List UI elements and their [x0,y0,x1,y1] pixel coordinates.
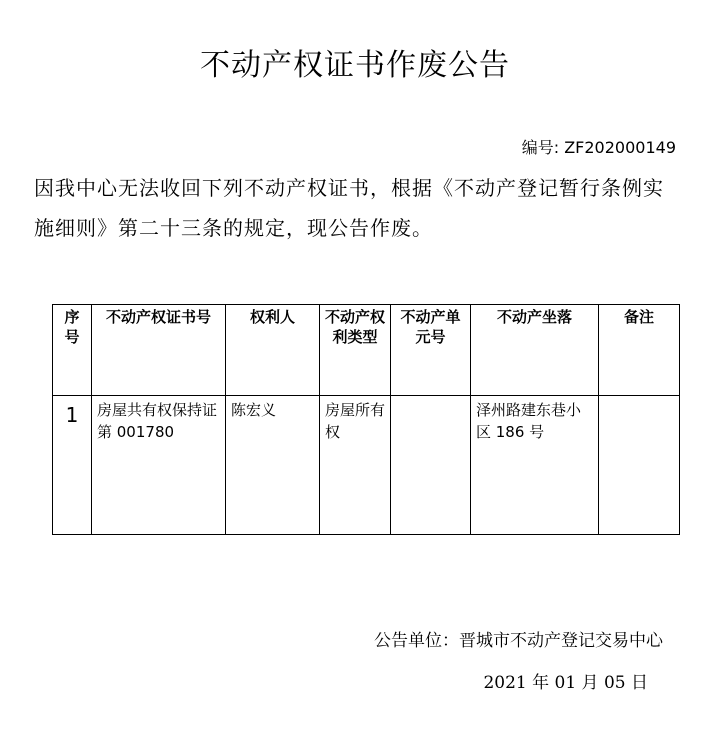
document-title: 不动产权证书作废公告 [200,48,510,83]
header-cert-no: 不动产权证书号 [92,305,226,396]
document-number: 编号: ZF202000149 [521,138,676,157]
cell-remark [599,396,680,535]
cell-holder: 陈宏义 [226,396,320,535]
issue-date: 2021 年 01 月 05 日 [483,673,648,693]
header-right-type: 不动产权利类型 [320,305,391,396]
certificate-table [52,304,680,535]
cell-location: 泽州路建东巷小区 186 号 [471,396,599,535]
cell-cert-no: 房屋共有权保持证第 001780 [92,396,226,535]
header-remark: 备注 [599,305,680,396]
header-location: 不动产坐落 [471,305,599,396]
header-index: 序号 [53,305,92,396]
cell-right-type: 房屋所有权 [320,396,391,535]
table-header-row [53,305,680,396]
cell-index: 1 [53,396,92,535]
header-holder: 权利人 [226,305,320,396]
cell-unit-no [391,396,471,535]
table-row [53,396,680,535]
announcement-body: 因我中心无法收回下列不动产权证书，根据《不动产登记暂行条例实施细则》第二十三条的规定，现公告作废。 [34,176,664,240]
header-unit-no: 不动产单元号 [391,305,471,396]
issuing-unit: 公告单位：晋城市不动产登记交易中心 [374,631,663,651]
